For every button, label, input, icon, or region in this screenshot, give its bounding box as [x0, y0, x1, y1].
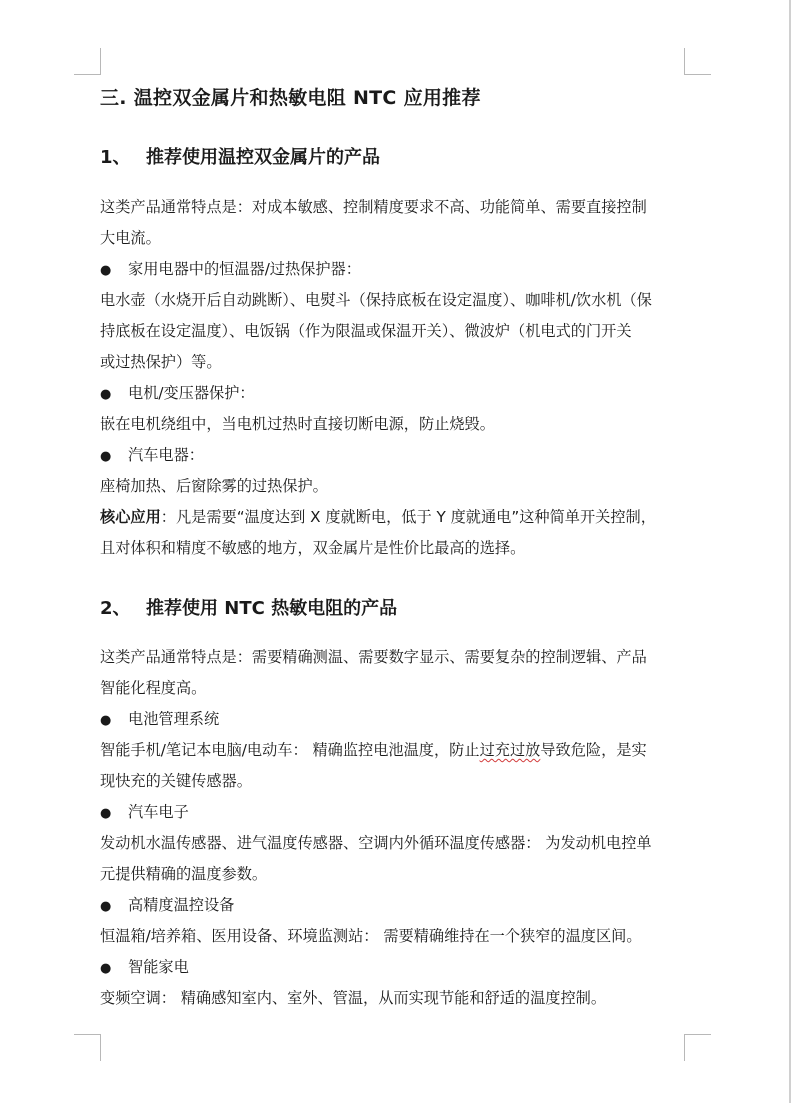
bullet-label: 高精度温控设备 — [128, 896, 235, 914]
section1-appliances-line1: 电水壶（水烧开后自动跳断）、电熨斗（保持底板在设定温度）、咖啡机/饮水机（保 — [100, 291, 652, 309]
section2-auto-line2: 元提供精确的温度参数。 — [100, 865, 268, 883]
section1-intro-line1: 这类产品通常特点是：对成本敏感、控制精度要求不高、功能简单、需要直接控制 — [100, 198, 647, 216]
core-application-text: ：凡是需要“温度达到 X 度就断电，低于 Y 度就通电”这种简单开关控制， — [160, 508, 656, 526]
section2-battery-line2: 现快充的关键传感器。 — [100, 772, 252, 790]
bullet-icon: ● — [100, 387, 112, 402]
section2-auto-line1: 发动机水温传感器、进气温度传感器、空调内外循环温度传感器： 为发动机电控单 — [100, 834, 652, 852]
margin-corner-top-right — [684, 48, 711, 75]
bullet-label: 电机/变压器保护： — [128, 384, 255, 402]
section2-intro-line2: 智能化程度高。 — [100, 679, 207, 697]
section1-bullet-auto — [100, 440, 690, 472]
section2-bullet-auto — [100, 797, 690, 829]
bullet-label: 电池管理系统 — [128, 710, 220, 728]
section1-appliances-line2: 持底板在设定温度）、电饭锅（作为限温或保温开关）、微波炉（机电式的门开关 — [100, 322, 632, 340]
bullet-label: 智能家电 — [128, 958, 189, 976]
margin-corner-top-left — [74, 48, 101, 75]
bullet-icon: ● — [100, 961, 112, 976]
battery-text-c: 导致危险，是实 — [540, 741, 647, 759]
page-title: 三. 温控双金属片和热敏电阻 NTC 应用推荐 — [100, 87, 481, 109]
bullet-icon: ● — [100, 449, 112, 464]
bullet-label: 家用电器中的恒温器/过热保护器： — [128, 260, 361, 278]
bullet-label: 汽车电子 — [128, 803, 189, 821]
section2-bullet-precision — [100, 890, 690, 922]
section2-number: 2、 — [100, 598, 131, 619]
section1-auto-line1: 座椅加热、后窗除雾的过热保护。 — [100, 477, 328, 495]
section1-bullet-motor — [100, 378, 690, 410]
battery-text-a: 智能手机/笔记本电脑/电动车： 精确监控电池温度，防止 — [100, 741, 480, 759]
section2-battery-line1 — [100, 735, 690, 766]
bullet-label: 汽车电器： — [128, 446, 204, 464]
section1-appliances-line3: 或过热保护）等。 — [100, 353, 222, 371]
section2-smart-home-line1: 变频空调： 精确感知室内、室外、管温，从而实现节能和舒适的温度控制。 — [100, 989, 607, 1007]
section2-precision-line1: 恒温箱/培养箱、医用设备、环境监测站： 需要精确维持在一个狭窄的温度区间。 — [100, 927, 642, 945]
bullet-icon: ● — [100, 806, 112, 821]
section2-heading — [100, 594, 690, 620]
section1-core-line1 — [100, 502, 690, 533]
section2-heading-text: 推荐使用 NTC 热敏电阻的产品 — [146, 598, 398, 619]
section1-bullet-appliances — [100, 254, 690, 286]
margin-corner-bottom-right — [684, 1034, 711, 1061]
bullet-icon: ● — [100, 263, 112, 278]
section1-number: 1、 — [100, 147, 131, 168]
section1-motor-line1: 嵌在电机绕组中，当电机过热时直接切断电源，防止烧毁。 — [100, 415, 495, 433]
section2-bullet-smart-home — [100, 952, 690, 984]
section1-heading — [100, 143, 690, 169]
spellcheck-underlined-text: 过充过放 — [479, 741, 541, 759]
section1-core-line2: 且对体积和精度不敏感的地方，双金属片是性价比最高的选择。 — [100, 539, 526, 557]
section1-heading-text: 推荐使用温控双金属片的产品 — [146, 147, 380, 168]
core-application-label: 核心应用 — [100, 508, 161, 526]
section1-intro-line2: 大电流。 — [100, 229, 161, 247]
bullet-icon: ● — [100, 899, 112, 914]
section2-intro-line1: 这类产品通常特点是：需要精确测温、需要数字显示、需要复杂的控制逻辑、产品 — [100, 648, 647, 666]
margin-corner-bottom-left — [74, 1034, 101, 1061]
bullet-icon: ● — [100, 713, 112, 728]
section2-bullet-battery — [100, 704, 690, 736]
